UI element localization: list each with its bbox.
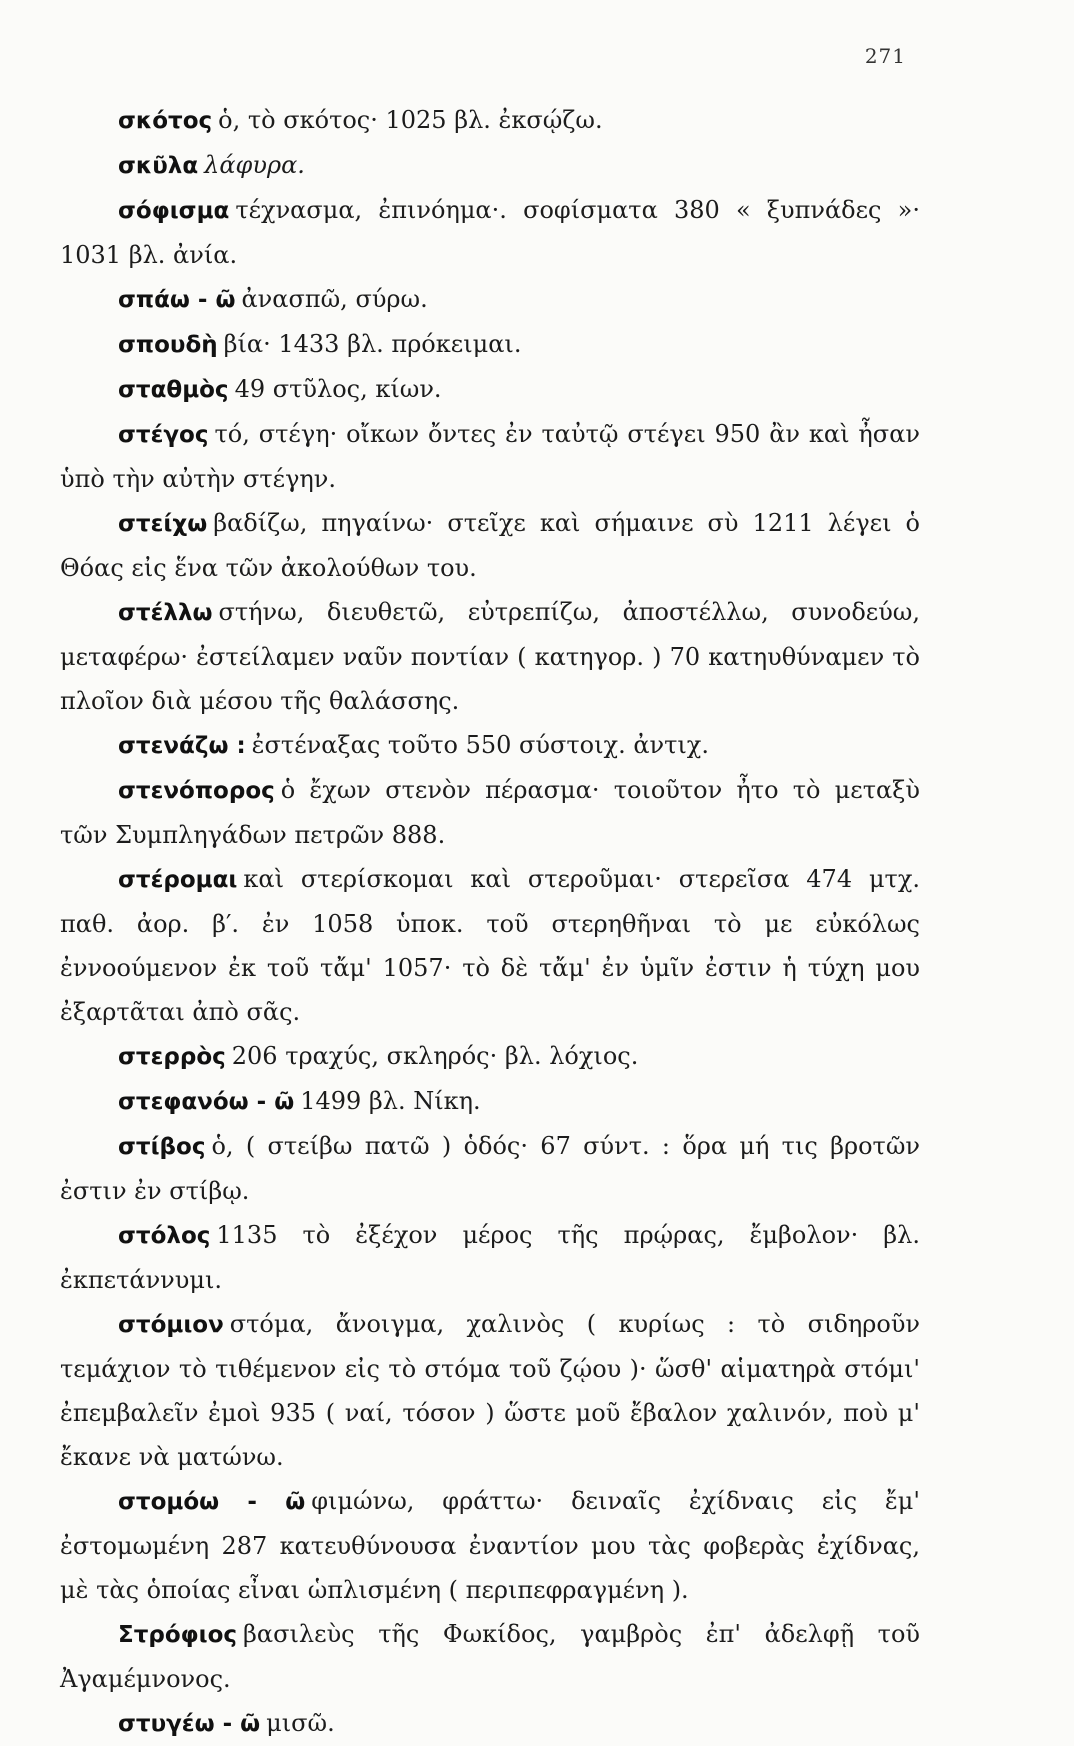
dictionary-entry bbox=[60, 143, 920, 188]
entry-definition: ὁ ἔχων στενὸν πέρασμα· τοιοῦτον ἦτο τὸ μεταξὺ τῶν Συμπληγάδων πετρῶν 888. bbox=[60, 776, 920, 849]
entry-definition: 206 τραχύς, σκληρός· βλ. λόχιος. bbox=[231, 1042, 639, 1070]
entry-headword: σόφισμα bbox=[118, 198, 230, 224]
entry-headword: σπάω - ῶ bbox=[118, 287, 236, 313]
entry-headword: στεφανόω - ῶ bbox=[118, 1089, 295, 1115]
dictionary-entry bbox=[60, 857, 920, 1034]
dictionary-entry bbox=[60, 1302, 920, 1479]
entry-definition: ὁ, τὸ σκότος· 1025 βλ. ἐκσῴζω. bbox=[218, 106, 603, 134]
entry-definition: στόμα, ἄνοιγμα, χαλινὸς ( κυρίως : τὸ σιδηροῦν τεμάχιον τὸ τιθέμενον εἰς τὸ στόμα τοῦ ζῴου )· ὥσθ' αἱματηρὰ στόμι' ἐπεμβαλεῖν ἐμοὶ 935 ( ναί, τόσον ) ὥστε μοῦ ἔβαλον χαλινόν, ποὺ μ' ἔκανε νὰ ματώνω. bbox=[60, 1310, 920, 1471]
dictionary-entry bbox=[60, 1124, 920, 1213]
entry-headword: στενόπορος bbox=[118, 778, 275, 804]
entry-headword: στόλος bbox=[118, 1223, 211, 1249]
entry-headword: Στρόφιος bbox=[118, 1622, 238, 1648]
entry-headword: στομόω - ῶ bbox=[118, 1489, 306, 1515]
dictionary-entry bbox=[60, 1034, 920, 1079]
dictionary-entry bbox=[60, 412, 920, 501]
dictionary-entry bbox=[60, 1612, 920, 1701]
entry-definition: 1499 βλ. Νίκη. bbox=[300, 1087, 481, 1115]
entry-definition: 1135 τὸ ἐξέχον μέρος τῆς πρῴρας, ἔμβολον· βλ. ἐκπετάννυμι. bbox=[60, 1221, 920, 1294]
dictionary-entry bbox=[60, 1213, 920, 1302]
entry-headword: στίβος bbox=[118, 1134, 206, 1160]
entry-list bbox=[60, 98, 920, 1746]
entry-headword: στείχω bbox=[118, 511, 208, 537]
entry-definition: βία· 1433 βλ. πρόκειμαι. bbox=[223, 330, 522, 358]
entry-headword: σπουδὴ bbox=[118, 332, 218, 358]
entry-headword: στερρὸς bbox=[118, 1044, 226, 1070]
entry-headword: στυγέω - ῶ bbox=[118, 1711, 261, 1737]
dictionary-entry bbox=[60, 98, 920, 143]
page-number: 271 bbox=[864, 44, 906, 68]
entry-headword: στέγος bbox=[118, 422, 209, 448]
dictionary-entry bbox=[60, 1479, 920, 1612]
dictionary-entry bbox=[60, 367, 920, 412]
dictionary-entry bbox=[60, 1079, 920, 1124]
entry-definition: βαδίζω, πηγαίνω· στεῖχε καὶ σήμαινε σὺ 1211 λέγει ὁ Θόας εἰς ἕνα τῶν ἀκολούθων του. bbox=[60, 509, 920, 582]
entry-definition: φιμώνω, φράττω· δειναῖς ἐχίδναις εἰς ἔμ' ἐστομωμένη 287 κατευθύνουσα ἐναντίον μου τὰς φοβερὰς ἐχίδνας, μὲ τὰς ὁποίας εἶναι ὡπλισμένη ( περιπεφραγμένη ). bbox=[60, 1487, 921, 1604]
entry-definition: στήνω, διευθετῶ, εὐτρεπίζω, ἀποστέλλω, συνοδεύω, μεταφέρω· ἐστείλαμεν ναῦν ποντίαν ( κατηγορ. ) 70 κατηυθύναμεν τὸ πλοῖον διὰ μέσου τῆς θαλάσσης. bbox=[60, 598, 920, 715]
dictionary-entry bbox=[60, 501, 920, 590]
entry-definition: τέχνασμα, ἐπινόημα·. σοφίσματα 380 « ξυπνάδες »· 1031 βλ. ἀνία. bbox=[60, 196, 920, 269]
entry-definition: τό, στέγη· οἴκων ὄντες ἐν ταὐτῷ στέγει 950 ἂν καὶ ἦσαν ὑπὸ τὴν αὐτὴν στέγην. bbox=[60, 420, 920, 493]
dictionary-entry bbox=[60, 1701, 920, 1746]
dictionary-entry bbox=[60, 277, 920, 322]
dictionary-entry bbox=[60, 768, 920, 857]
entry-definition: λάφυρα. bbox=[204, 151, 305, 179]
entry-headword: σταθμὸς bbox=[118, 377, 229, 403]
entry-definition: ἐστέναξας τοῦτο 550 σύστοιχ. ἀντιχ. bbox=[251, 731, 709, 759]
entry-headword: στέλλω bbox=[118, 600, 213, 626]
entry-headword: στενάζω : bbox=[118, 733, 246, 759]
entry-definition: ἀνασπῶ, σύρω. bbox=[241, 285, 428, 313]
dictionary-entry bbox=[60, 188, 920, 277]
entry-definition: βασιλεὺς τῆς Φωκίδος, γαμβρὸς ἐπ' ἀδελφῇ τοῦ Ἀγαμέμνονος. bbox=[60, 1620, 920, 1693]
dictionary-entry bbox=[60, 723, 920, 768]
entry-definition: καὶ στερίσκομαι καὶ στεροῦμαι· στερεῖσα 474 μτχ. παθ. ἀορ. β′. ἐν 1058 ὑποκ. τοῦ στερηθῆναι τὸ με εὐκόλως ἐννοούμενον ἐκ τοῦ τἄμ' 1057· τὸ δὲ τἄμ' ἐν ὑμῖν ἐστιν ἡ τύχη μου ἐξαρτᾶται ἀπὸ σᾶς. bbox=[60, 865, 920, 1026]
entry-definition: μισῶ. bbox=[266, 1709, 335, 1737]
entry-headword: στέρομαι bbox=[118, 867, 238, 893]
dictionary-entry bbox=[60, 590, 920, 723]
entry-definition: 49 στῦλος, κίων. bbox=[234, 375, 442, 403]
dictionary-entry bbox=[60, 322, 920, 367]
entry-headword: σκῦλα bbox=[118, 153, 199, 179]
entry-definition: ὁ, ( στείβω πατῶ ) ὁδός· 67 σύντ. : ὅρα μή τις βροτῶν ἐστιν ἐν στίβῳ. bbox=[60, 1132, 920, 1205]
entry-headword: στόμιον bbox=[118, 1312, 224, 1338]
entry-headword: σκότος bbox=[118, 108, 213, 134]
